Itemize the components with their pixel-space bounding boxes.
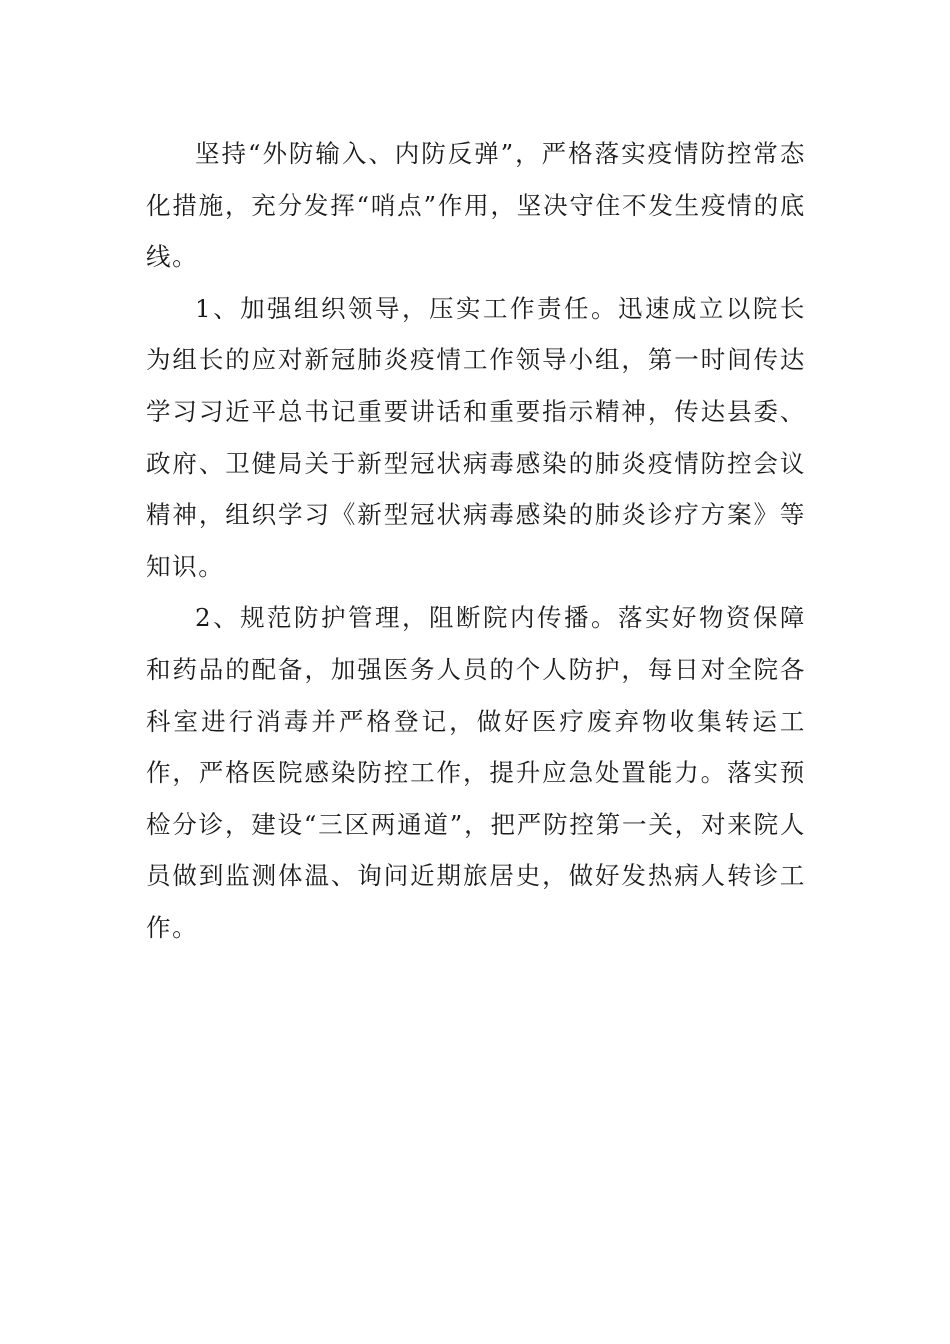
document-body [146,128,806,954]
paragraph-item-2: 2、规范防护管理，阻断院内传播。落实好物资保障和药品的配备，加强医务人员的个人防护，每日对全院各科室进行消毒并严格登记，做好医疗废弃物收集转运工作，严格医院感染防控工作，提升应急处置能力。落实预检分诊，建设“三区两通道”，把严防控第一关，对来院人员做到监测体温、询问近期旅居史，做好发热病人转诊工作。 [146,603,806,942]
paragraph-item-1: 1、加强组织领导，压实工作责任。迅速成立以院长为组长的应对新冠肺炎疫情工作领导小组，第一时间传达学习习近平总书记重要讲话和重要指示精神，传达县委、政府、卫健局关于新型冠状病毒感染的肺炎疫情防控会议精神，组织学习《新型冠状病毒感染的肺炎诊疗方案》等知识。 [146,293,806,581]
paragraph-intro: 坚持“外防输入、内防反弹”，严格落实疫情防控常态化措施，充分发挥“哨点”作用，坚决守住不发生疫情的底线。 [146,139,806,272]
